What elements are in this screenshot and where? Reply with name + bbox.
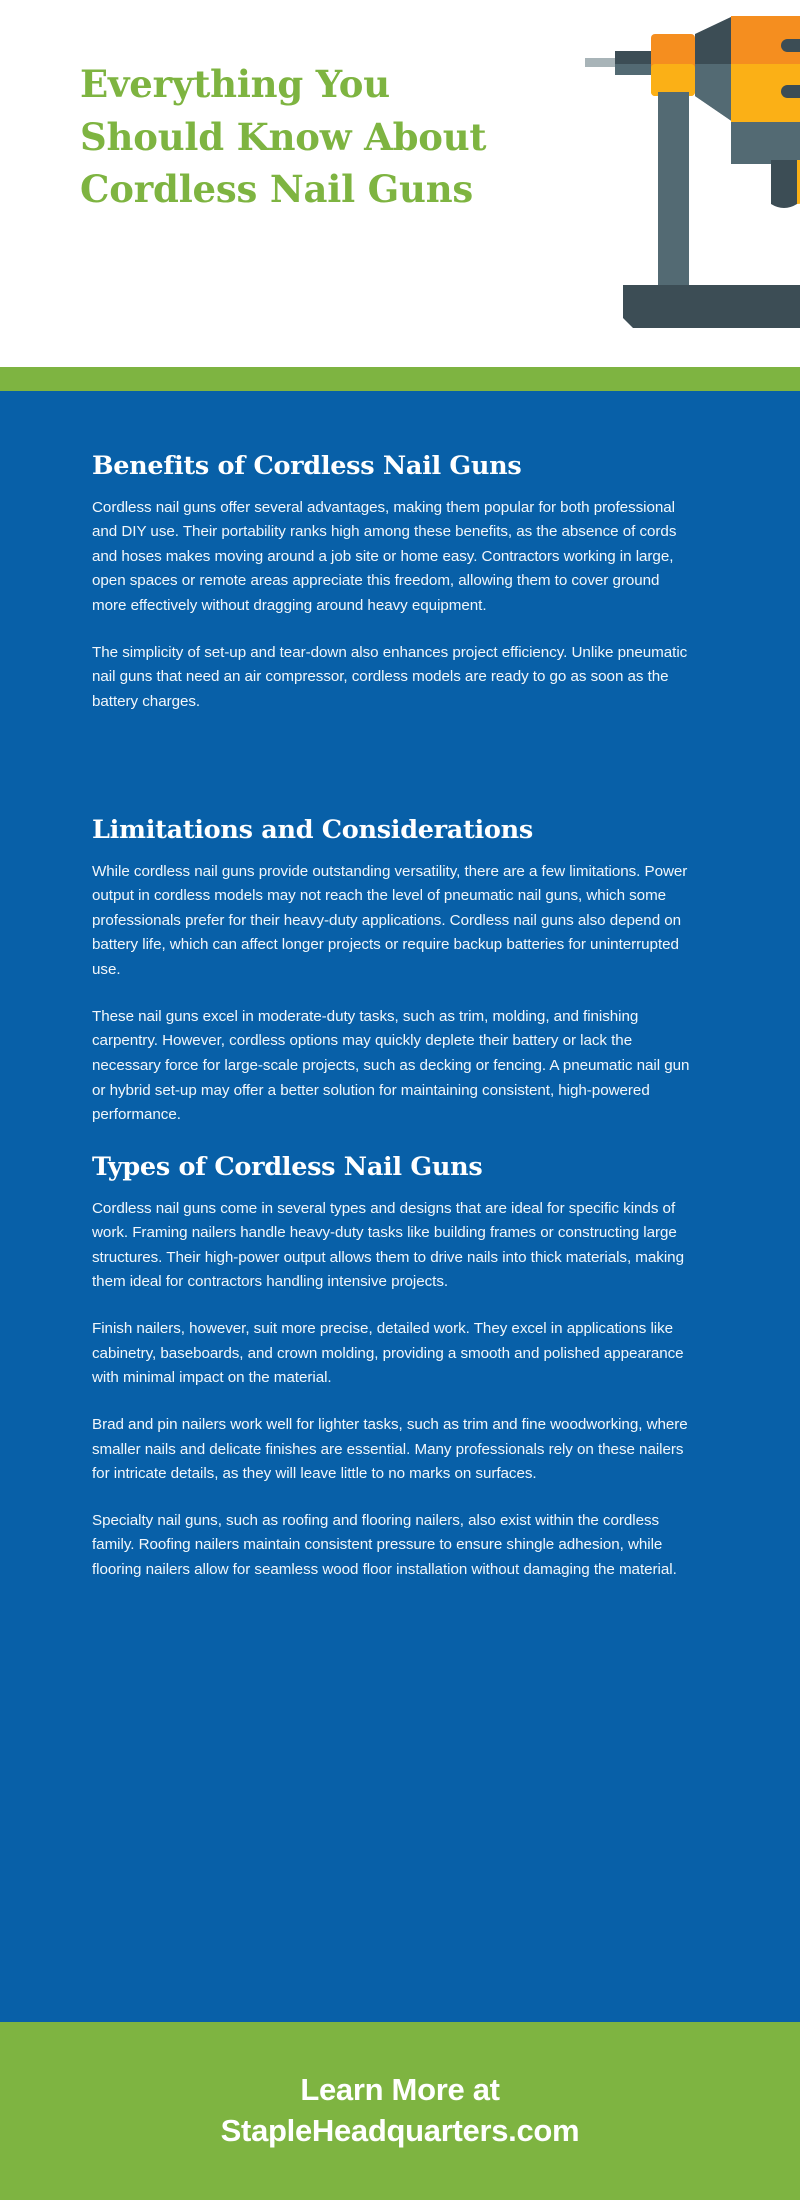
section-heading-limitations: Limitations and Considerations — [92, 815, 533, 845]
footer-cta-line-1: Learn More at — [300, 2072, 500, 2108]
section-paragraph: Brad and pin nailers work well for lighter tasks, such as trim and fine woodworking, where smaller nails and delicate finishes are essential. Many professionals rely on these nailers for intricate details, as they will leave little to no marks on surfaces. — [92, 1415, 688, 1483]
section-paragraph: While cordless nail guns provide outstanding versatility, there are a few limitations. Power output in cordless models may not reach the level of pneumatic nail guns, which some professionals prefer for their heavy-duty applications. Cordless nail guns also depend on battery life, which can affect longer projects or require backup batteries for uninterrupted use. — [92, 862, 688, 979]
section-types — [92, 1152, 692, 1583]
section-paragraph: Cordless nail guns come in several types and designs that are ideal for specific kinds of work. Framing nailers handle heavy-duty tasks like building frames or constructing large structures. Their high-power output allows them to drive nails into thick materials, making them ideal for contractors handling intensive projects. — [92, 1199, 684, 1291]
section-paragraph: Finish nailers, however, suit more precise, detailed work. They excel in applications like cabinetry, baseboards, and crown molding, providing a smooth and polished appearance with minimal impact on the material. — [92, 1320, 684, 1387]
section-benefits — [92, 451, 692, 715]
footer-cta[interactable] — [0, 2022, 800, 2200]
section-paragraph: These nail guns excel in moderate-duty tasks, such as trim, molding, and finishing carpentry. However, cordless options may quickly deplete their battery or lack the necessary force for large-scale projects, such as decking or fencing. A pneumatic nail gun or hybrid set-up may offer a better solution for maintaining consistent, high-powered performance. — [92, 1007, 690, 1124]
page-title-line-3: Cordless Nail Guns — [80, 167, 474, 212]
section-limitations — [92, 815, 692, 1128]
header-band — [0, 0, 800, 367]
cordless-nail-gun-icon — [585, 0, 800, 342]
section-paragraph: Specialty nail guns, such as roofing and flooring nailers, also exist within the cordless family. Roofing nailers maintain consistent pressure to ensure shingle adhesion, while flooring nailers allow for seamless wood floor installation without damaging the material. — [92, 1511, 677, 1579]
section-paragraph: The simplicity of set-up and tear-down also enhances project efficiency. Unlike pneumatic nail guns that need an air compressor, cordless models are ready to go as soon as the battery charges. — [92, 643, 688, 710]
page-title-line-1: Everything You — [80, 62, 390, 106]
body-panel — [0, 391, 800, 2022]
footer-cta-website[interactable]: StapleHeadquarters.com — [220, 2113, 580, 2148]
green-divider-bar — [0, 367, 800, 391]
page-title — [80, 58, 620, 216]
section-heading-benefits: Benefits of Cordless Nail Guns — [92, 451, 522, 481]
page-title-line-2: Should Know About — [80, 114, 487, 159]
section-paragraph: Cordless nail guns offer several advantages, making them popular for both professional and DIY use. Their portability ranks high among these benefits, as the absence of cords and hoses makes moving around a job site or home easy. Contractors working in large, open spaces or remote areas appreciate this freedom, allowing them to cover ground more effectively without dragging around heavy equipment. — [92, 498, 677, 615]
footer-band — [0, 2022, 800, 2200]
section-heading-types: Types of Cordless Nail Guns — [92, 1152, 483, 1182]
